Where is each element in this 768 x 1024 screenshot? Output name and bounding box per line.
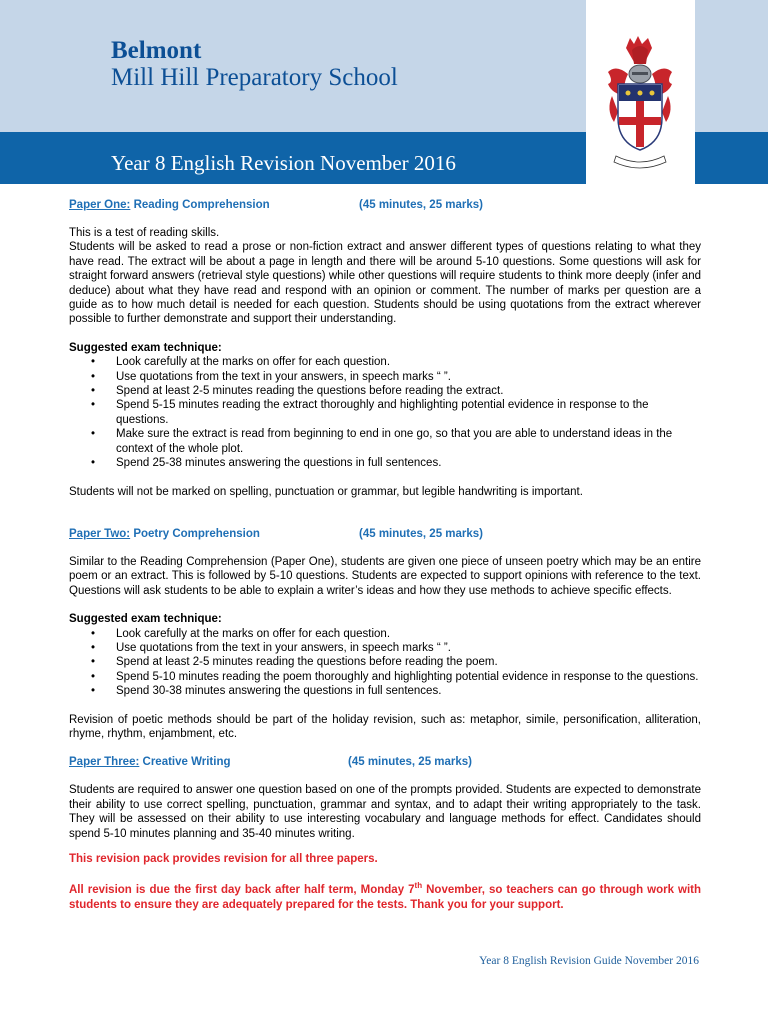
- school-name: [111, 37, 398, 91]
- paper-two-heading: [69, 527, 701, 542]
- list-item: • Spend at least 2-5 minutes reading the questions before reading the poem.: [69, 655, 701, 669]
- paper-one-note: Students will not be marked on spelling, punctuation or grammar, but legible handwriting is important.: [69, 485, 583, 498]
- revision-pack-note: This revision pack provides revision for all three papers.: [69, 853, 378, 865]
- paper-two-note: Revision of poetic methods should be part of the holiday revision, such as: metaphor, simile, personification, alliteration, rhyme, rhythm, enjambment, etc.: [69, 713, 701, 740]
- school-name-line2: Mill Hill Preparatory School: [111, 64, 398, 91]
- paper-one-technique-list: [69, 355, 701, 470]
- crest-panel: [586, 0, 695, 184]
- document-body: [69, 198, 701, 912]
- list-item: • Spend at least 2-5 minutes reading the questions before reading the extract.: [69, 384, 701, 398]
- document-title: Year 8 English Revision November 2016: [111, 151, 456, 175]
- paper-three-heading: [69, 755, 701, 770]
- list-item: • Spend 25-38 minutes answering the questions in full sentences.: [69, 456, 701, 470]
- deadline-text-end: November, so teachers can go through work with students to ensure they are adequately prepared for the tests. Thank you for your support.: [69, 884, 701, 911]
- paper-one-subject: Reading Comprehension: [133, 199, 270, 211]
- paper-one-technique-label: Suggested exam technique:: [69, 341, 222, 354]
- paper-two-subject: Poetry Comprehension: [133, 527, 260, 540]
- paper-three-subject: Creative Writing: [142, 756, 231, 769]
- deadline-text-start: All revision is due the first day back after half term, Monday 7: [69, 884, 415, 897]
- paper-three-description: Students are required to answer one question based on one of the prompts provided. Students are expected to demonstrate their ability to use correct spelling, punctuation, grammar and syntax, and to adapt their writing appropriately to the task. They will be assessed on their ability to use interesting vocabulary and language methods for effect. Candidates should spend 5-10 minutes planning and 35-40 minutes writing.: [69, 784, 701, 840]
- paper-three-name: Paper Three:: [69, 756, 140, 769]
- paper-one-intro-line: This is a test of reading skills.: [69, 227, 220, 239]
- deadline-ordinal: th: [414, 881, 423, 891]
- list-item: • Use quotations from the text in your answers, in speech marks “ ”.: [69, 641, 701, 655]
- paper-two-technique-list: [69, 627, 701, 699]
- list-item: • Spend 5-10 minutes reading the poem thoroughly and highlighting potential evidence in response to the questions.: [69, 670, 701, 684]
- list-item: • Make sure the extract is read from beginning to end in one go, so that you are able to understand ideas in the context of the whole plot.: [69, 427, 701, 456]
- list-item: • Use quotations from the text in your answers, in speech marks “ ”.: [69, 370, 701, 384]
- paper-two-name: Paper Two:: [69, 527, 131, 540]
- paper-two-description: Similar to the Reading Comprehension (Paper One), students are given one piece of unseen poetry which may be an entire poem or an extract. This is followed by 5-10 questions. Students are expected to support opinions with reference to the text. Questions will ask students to be able to explain a writer’s ideas and how they use methods to achieve specific effects.: [69, 555, 701, 597]
- school-crest-icon: [586, 0, 695, 184]
- revision-deadline-note: [69, 879, 701, 912]
- list-item: • Look carefully at the marks on offer for each question.: [69, 627, 701, 641]
- paper-two-technique-label: Suggested exam technique:: [69, 613, 222, 626]
- paper-one-duration: (45 minutes, 25 marks): [359, 199, 484, 211]
- list-item: • Spend 30-38 minutes answering the questions in full sentences.: [69, 684, 701, 698]
- paper-three-duration: (45 minutes, 25 marks): [348, 756, 473, 769]
- paper-one-description: Students will be asked to read a prose or non-fiction extract and answer different types of questions relating to what they have read. The extract will be about a page in length and there will be around 5-10 questions. Some questions will ask for straight forward answers (retrieval style questions) while other questions will require students to think more deeply (infer and deduce) about what they have read and respond with an opinion or comment. The number of marks per question are a guide as to how much detail is needed for each question. Students should be using quotations from the extract wherever possible to further demonstrate and support their understanding.: [69, 241, 701, 326]
- school-name-line1: Belmont: [111, 37, 202, 64]
- paper-two-duration: (45 minutes, 25 marks): [359, 527, 484, 540]
- paper-one-name: Paper One:: [69, 199, 131, 211]
- paper-one-heading: [69, 198, 701, 213]
- list-item: • Spend 5-15 minutes reading the extract thoroughly and highlighting potential evidence in response to the questions.: [69, 398, 701, 427]
- page-footer: Year 8 English Revision Guide November 2016: [479, 955, 699, 967]
- list-item: • Look carefully at the marks on offer for each question.: [69, 355, 701, 369]
